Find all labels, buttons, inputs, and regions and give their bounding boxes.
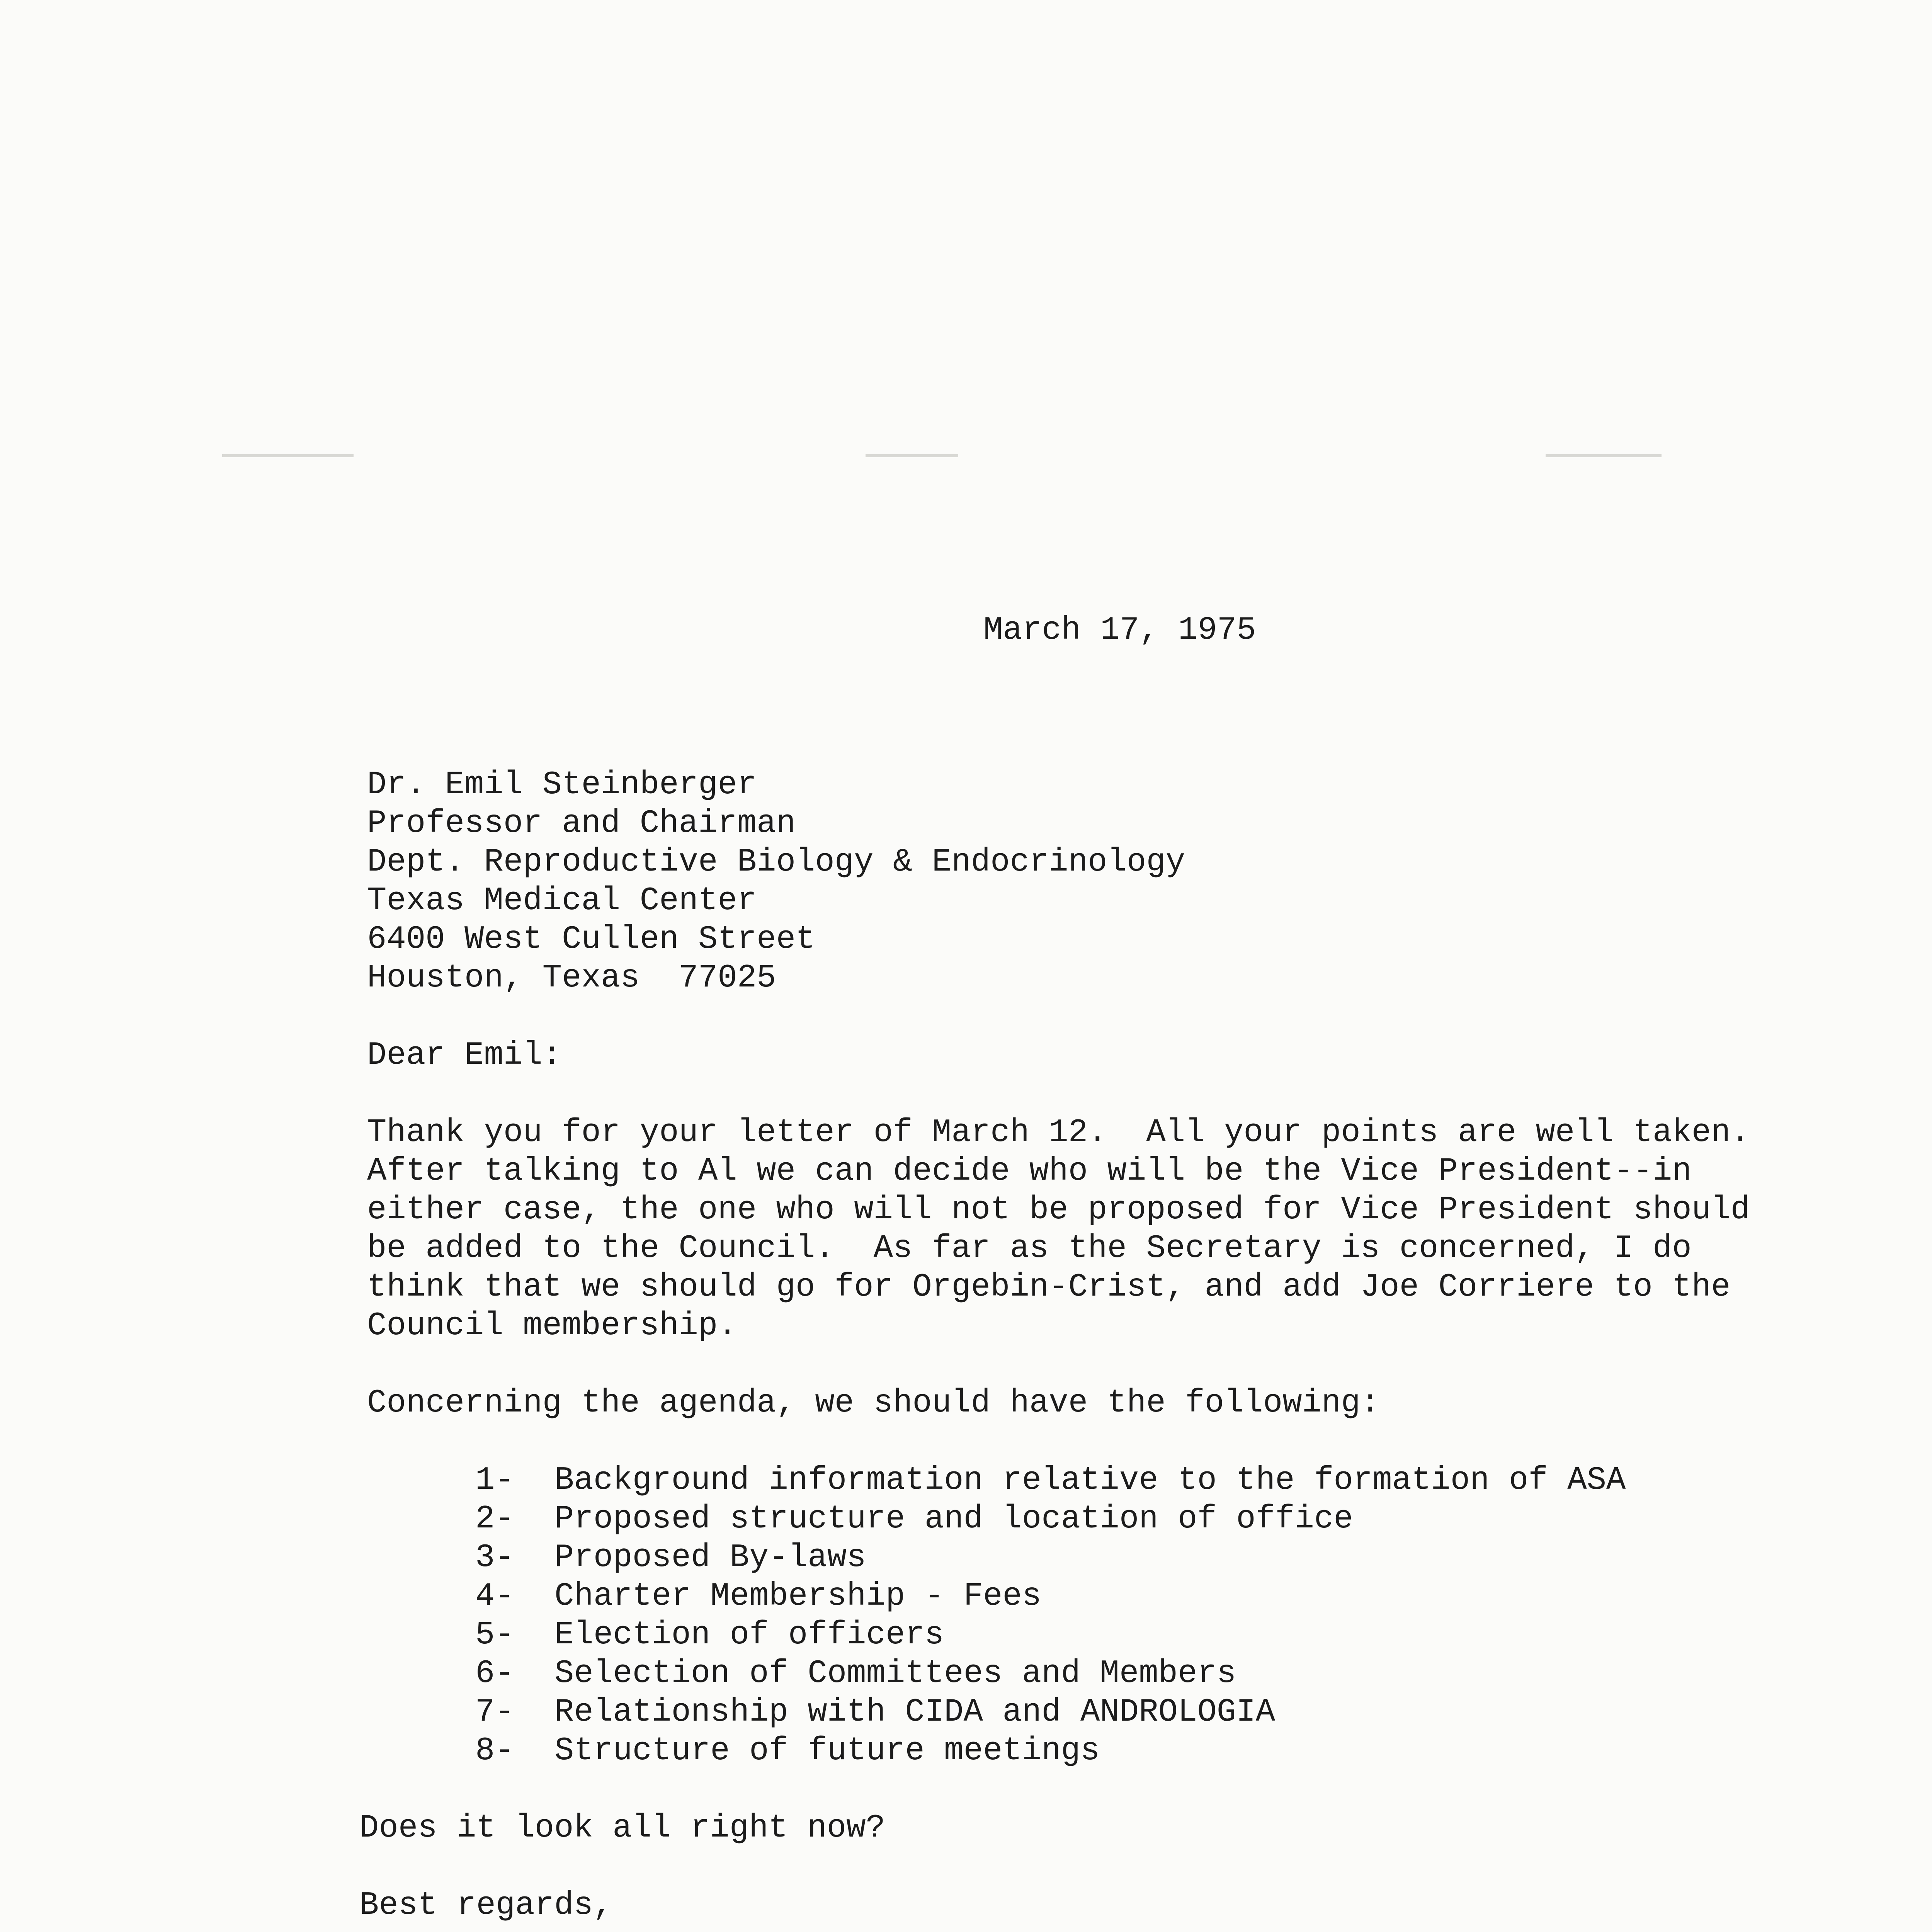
- question: Does it look all right now?: [359, 1810, 886, 1847]
- agenda-item-number: 8-: [475, 1733, 514, 1769]
- recipient-title: Professor and Chairman: [367, 805, 796, 842]
- agenda-item-number: 1-: [475, 1462, 514, 1499]
- agenda-item-text: Proposed structure and location of office: [554, 1501, 1353, 1537]
- agenda-item-text: Election of officers: [554, 1617, 944, 1653]
- agenda-item-number: 4-: [475, 1578, 514, 1615]
- salutation: Dear Emil:: [367, 1037, 562, 1074]
- body-line: Council membership.: [367, 1308, 737, 1344]
- body-line: either case, the one who will not be proposed for Vice President should: [367, 1192, 1750, 1228]
- agenda-item-number: 2-: [475, 1501, 514, 1537]
- recipient-institution: Texas Medical Center: [367, 883, 757, 919]
- body-line: think that we should go for Orgebin-Crist, and add Joe Corriere to the: [367, 1269, 1731, 1306]
- body-line: After talking to Al we can decide who will be the Vice President--in: [367, 1153, 1692, 1190]
- recipient-name: Dr. Emil Steinberger: [367, 767, 757, 803]
- recipient-department: Dept. Reproductive Biology & Endocrinology: [367, 844, 1185, 881]
- agenda-item-text: Background information relative to the formation of ASA: [554, 1462, 1626, 1499]
- recipient-city: Houston, Texas 77025: [367, 960, 776, 997]
- agenda-item-text: Proposed By-laws: [554, 1539, 866, 1576]
- letterhead-mark: [866, 454, 958, 457]
- letterhead-mark: [1546, 454, 1662, 457]
- agenda-item-text: Charter Membership - Fees: [554, 1578, 1042, 1615]
- agenda-item-text: Relationship with CIDA and ANDROLOGIA: [554, 1694, 1276, 1731]
- agenda-item-text: Selection of Committees and Members: [554, 1655, 1236, 1692]
- agenda-item-number: 6-: [475, 1655, 514, 1692]
- agenda-item-number: 3-: [475, 1539, 514, 1576]
- agenda-item-text: Structure of future meetings: [554, 1733, 1100, 1769]
- recipient-street: 6400 West Cullen Street: [367, 921, 815, 958]
- letterhead-mark: [222, 454, 354, 457]
- closing: Best regards,: [359, 1887, 613, 1924]
- agenda-item-number: 5-: [475, 1617, 514, 1653]
- body-line: be added to the Council. As far as the Secretary is concerned, I do: [367, 1230, 1692, 1267]
- agenda-item-number: 7-: [475, 1694, 514, 1731]
- agenda-intro: Concerning the agenda, we should have the following:: [367, 1385, 1380, 1422]
- body-line: Thank you for your letter of March 12. All your points are well taken.: [367, 1114, 1750, 1151]
- letter-date: March 17, 1975: [983, 612, 1256, 649]
